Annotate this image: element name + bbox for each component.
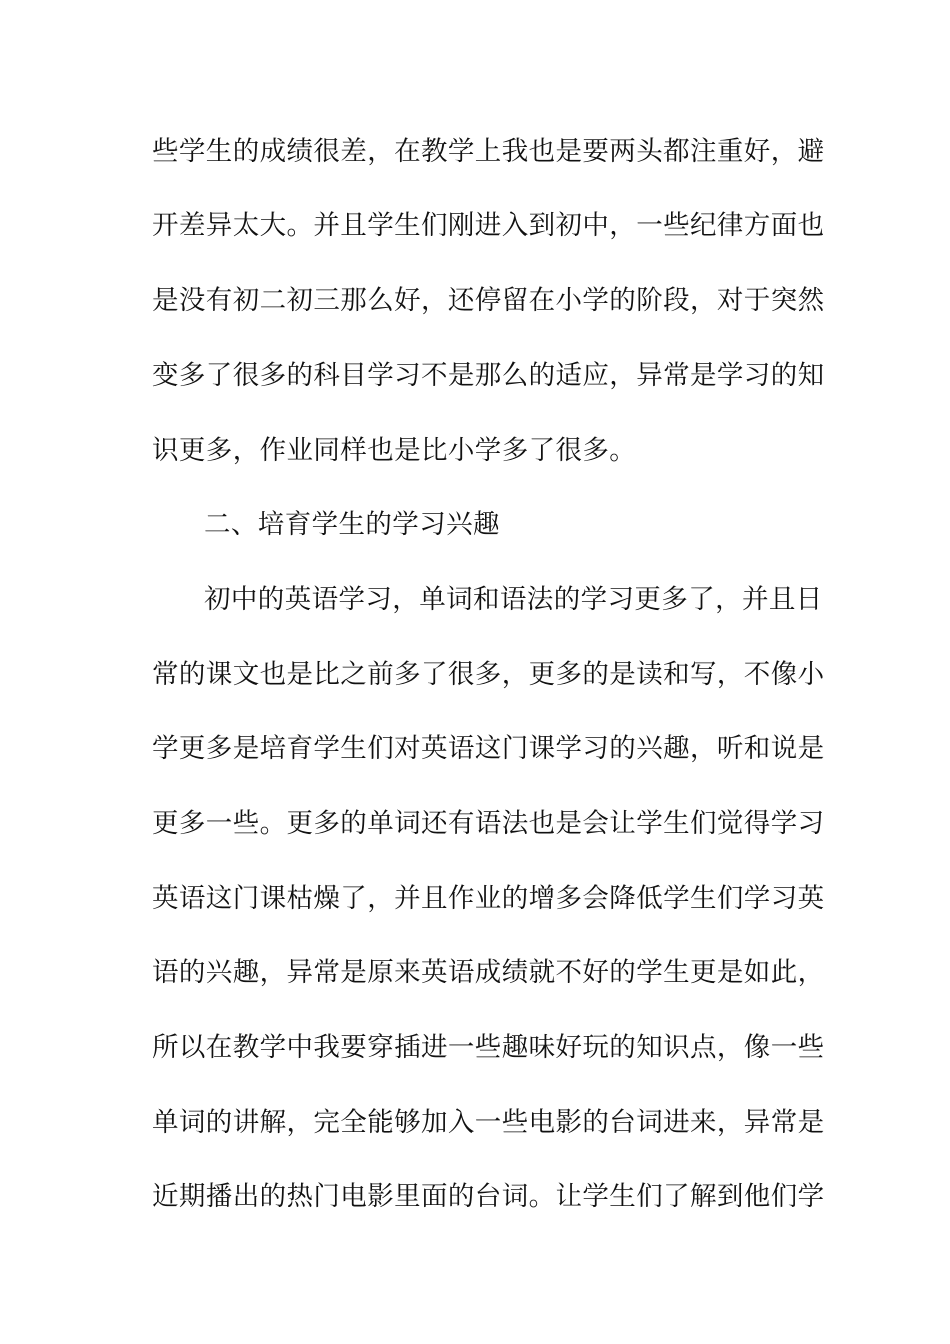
section-heading: 二、培育学生的学习兴趣 xyxy=(204,509,500,540)
text-line: 识更多，作业同样也是比小学多了很多。 xyxy=(152,435,637,466)
text-line: 些学生的成绩很差，在教学上我也是要两头都注重好，避 xyxy=(152,136,825,167)
text-line: 变多了很多的科目学习不是那么的适应，异常是学习的知 xyxy=(152,360,825,391)
text-line: 更多一些。更多的单词还有语法也是会让学生们觉得学习 xyxy=(152,808,825,839)
text-line: 开差异太大。并且学生们刚进入到初中，一些纪律方面也 xyxy=(152,210,825,241)
text-line: 常的课文也是比之前多了很多，更多的是读和写，不像小 xyxy=(152,659,825,690)
text-line: 语的兴趣，异常是原来英语成绩就不好的学生更是如此， xyxy=(152,957,825,988)
text-line: 所以在教学中我要穿插进一些趣味好玩的知识点，像一些 xyxy=(152,1032,825,1063)
text-line: 近期播出的热门电影里面的台词。让学生们了解到他们学 xyxy=(152,1181,825,1212)
text-line: 英语这门课枯燥了，并且作业的增多会降低学生们学习英 xyxy=(152,883,825,914)
text-line: 单词的讲解，完全能够加入一些电影的台词进来，异常是 xyxy=(152,1107,825,1138)
text-line: 学更多是培育学生们对英语这门课学习的兴趣，听和说是 xyxy=(152,733,825,764)
text-line: 是没有初二初三那么好，还停留在小学的阶段，对于突然 xyxy=(152,285,825,316)
paragraph-first-line: 初中的英语学习，单词和语法的学习更多了，并且日 xyxy=(204,584,823,615)
